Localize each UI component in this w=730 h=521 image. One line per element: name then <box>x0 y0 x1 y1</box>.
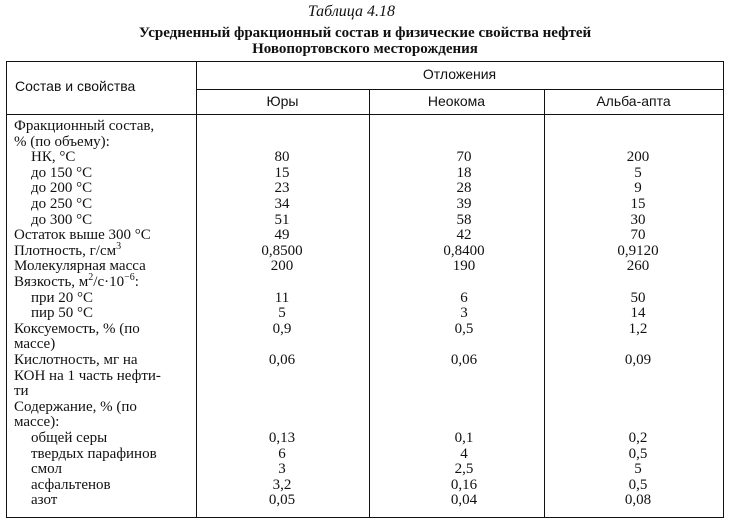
value-jury: 6 <box>278 445 286 462</box>
table-row <box>7 272 723 290</box>
row-label: массе) <box>14 336 56 353</box>
table-row <box>7 415 723 430</box>
row-label: ти <box>14 383 29 400</box>
table-row <box>7 353 723 368</box>
row-label: Вязкость, $м^2/с\cdot 10^{-6}$: <box>14 272 139 290</box>
table-row <box>7 228 723 243</box>
table-row <box>7 493 723 508</box>
value-neokom: 28 <box>456 180 472 197</box>
row-label: Содержание, % (по <box>14 398 137 415</box>
header-composition: Состав и свойства <box>15 78 136 94</box>
value-alba-apta: 260 <box>626 258 650 275</box>
table-caption: Таблица 4.18 <box>307 3 395 20</box>
table-row <box>7 447 723 462</box>
value-alba-apta: 0,5 <box>628 445 648 462</box>
title-line-1: Усредненный фракционный состав и физические свойства нефтей <box>138 25 592 41</box>
value-neokom: 58 <box>456 211 472 228</box>
value-alba-apta: 70 <box>630 227 646 244</box>
table-row <box>7 384 723 399</box>
row-label: КОН на 1 часть нефти- <box>14 367 161 384</box>
value-alba-apta: 0,08 <box>624 492 652 509</box>
value-neokom: 0,04 <box>450 492 478 509</box>
value-jury: 11 <box>274 289 290 306</box>
table-row <box>7 369 723 384</box>
value-alba-apta: 15 <box>630 196 646 212</box>
value-neokom: 18 <box>456 164 472 181</box>
row-label: твердых парафинов <box>31 445 157 462</box>
table-row <box>7 462 723 477</box>
value-jury: 51 <box>274 211 290 228</box>
value-alba-apta: 9 <box>634 180 642 197</box>
value-alba-apta: 0,2 <box>628 430 648 446</box>
value-neokom: 4 <box>460 445 468 462</box>
value-alba-apta: 1,2 <box>628 320 648 337</box>
table-row <box>7 337 723 352</box>
value-jury: 3,2 <box>272 476 292 493</box>
header-alba-apta: Альба-апта <box>596 93 671 109</box>
row-label: азот <box>31 492 58 509</box>
table-row <box>7 291 723 306</box>
table-row <box>7 197 723 212</box>
value-alba-apta: 0,5 <box>628 476 648 493</box>
row-label: до 150 °С <box>31 164 93 181</box>
value-alba-apta: 50 <box>630 289 646 306</box>
value-jury: 200 <box>270 258 294 275</box>
value-jury: 0,8500 <box>261 242 303 259</box>
value-jury: 0,06 <box>268 352 296 368</box>
row-label: Плотность, $г/см^3$ <box>14 240 122 259</box>
value-neokom: 70 <box>456 149 472 166</box>
value-neokom: 0,16 <box>450 476 478 493</box>
value-neokom: 190 <box>452 258 476 275</box>
table-row <box>7 181 723 196</box>
row-label: Молекулярная масса <box>14 258 146 275</box>
value-alba-apta: 30 <box>630 211 646 228</box>
header-underline <box>7 114 723 115</box>
value-jury: 0,05 <box>268 492 296 509</box>
table-row <box>7 119 723 134</box>
value-alba-apta: 200 <box>626 149 650 166</box>
value-alba-apta: 5 <box>634 461 642 478</box>
title-line-2: Новопортовского месторождения <box>252 41 478 57</box>
table-row <box>7 478 723 493</box>
table-title <box>0 25 730 57</box>
header-deposits: Отложения <box>422 66 497 82</box>
value-jury: 3 <box>278 461 286 478</box>
header-neokom: Неокома <box>427 93 486 109</box>
value-jury: 23 <box>274 180 290 197</box>
value-jury: 15 <box>274 164 290 181</box>
table-row <box>7 135 723 150</box>
value-neokom: 0,06 <box>450 352 478 368</box>
row-label: до 300 °С <box>31 211 93 228</box>
row-label: общей серы <box>31 430 108 446</box>
table-row <box>7 431 723 446</box>
value-jury: 5 <box>278 305 286 322</box>
row-label: Кислотность, мг на <box>14 352 138 368</box>
table-row <box>7 240 723 259</box>
table-row <box>7 150 723 165</box>
value-jury: 49 <box>274 227 290 244</box>
value-neokom: 3 <box>460 305 468 322</box>
value-neokom: 0,1 <box>454 430 474 446</box>
value-alba-apta: 0,9120 <box>617 242 659 259</box>
value-alba-apta: 14 <box>630 305 646 322</box>
table-row <box>7 213 723 228</box>
row-label: Коксуемость, % (по <box>14 320 140 337</box>
table-row <box>7 166 723 181</box>
row-label: до 200 °С <box>31 180 93 197</box>
row-label: массе): <box>14 414 60 431</box>
table-row <box>7 259 723 274</box>
value-neokom: 6 <box>460 289 468 306</box>
table-row <box>7 306 723 321</box>
row-label: Фракционный состав, <box>14 118 155 134</box>
row-label: НК, °С <box>31 149 76 166</box>
value-jury: 0,13 <box>268 430 296 446</box>
value-neokom: 42 <box>456 227 472 244</box>
row-label: смол <box>31 461 62 478</box>
row-label: при 20 °С <box>31 289 94 306</box>
value-neokom: 0,8400 <box>443 242 485 259</box>
row-label: асфальтенов <box>31 476 111 493</box>
row-label: до 250 °С <box>31 196 93 212</box>
data-table <box>6 61 724 518</box>
value-neokom: 2,5 <box>454 461 474 478</box>
value-jury: 34 <box>274 196 290 212</box>
value-alba-apta: 0,09 <box>624 352 652 368</box>
row-label: % (по объему): <box>14 133 110 150</box>
group-underline <box>196 89 723 90</box>
value-alba-apta: 5 <box>634 164 642 181</box>
value-jury: 80 <box>274 149 290 166</box>
value-neokom: 0,5 <box>454 320 474 337</box>
table-row <box>7 322 723 337</box>
row-label: Остаток выше 300 °С <box>14 227 151 244</box>
header-jury: Юры <box>266 93 299 109</box>
table-row <box>7 400 723 415</box>
value-neokom: 39 <box>456 196 472 212</box>
value-jury: 0,9 <box>272 320 292 337</box>
row-label: пир 50 °С <box>31 305 94 322</box>
